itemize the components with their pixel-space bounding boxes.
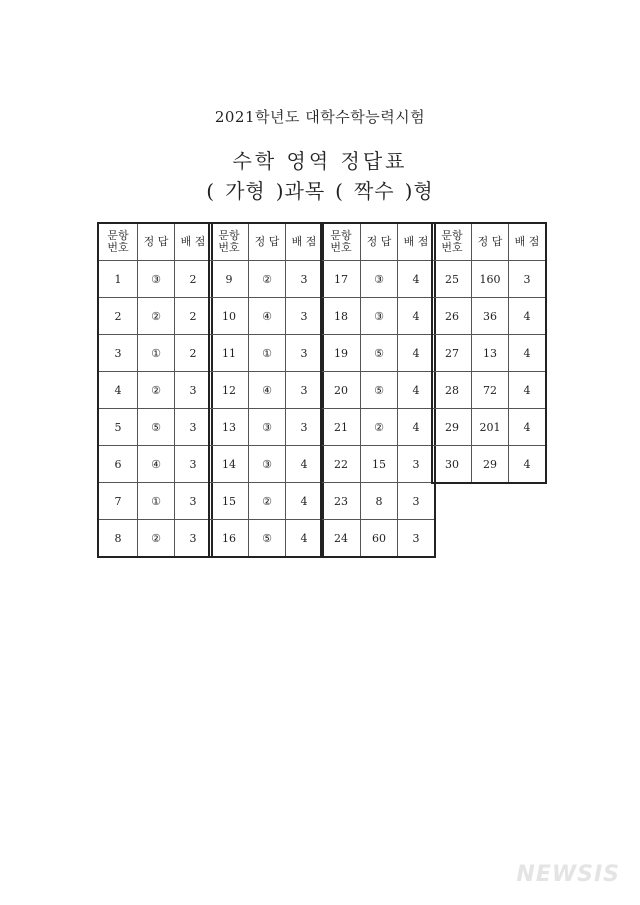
table-row <box>209 372 323 409</box>
score-header: 배 점 <box>175 223 213 261</box>
score-cell: 3 <box>398 483 436 520</box>
table-row <box>432 446 546 484</box>
question-number: 19 <box>321 335 361 372</box>
question-number: 7 <box>98 483 138 520</box>
score-header: 배 점 <box>286 223 324 261</box>
table-row <box>321 446 435 483</box>
score-cell: 4 <box>509 298 547 335</box>
table-row <box>98 409 212 446</box>
question-number: 30 <box>432 446 472 484</box>
number-header <box>321 223 361 261</box>
answer-cell: ③ <box>361 261 398 298</box>
answer-cell: ⑤ <box>249 520 286 558</box>
answer-cell: ② <box>138 298 175 335</box>
paren-open-1: ( <box>206 179 216 203</box>
score-cell: 4 <box>286 483 324 520</box>
number-header-bottom: 번호 <box>107 241 129 254</box>
score-cell: 2 <box>175 335 213 372</box>
score-cell: 3 <box>175 372 213 409</box>
score-cell: 3 <box>398 520 436 558</box>
score-cell: 4 <box>398 335 436 372</box>
header-row <box>209 223 323 261</box>
question-number: 21 <box>321 409 361 446</box>
header-row <box>432 223 546 261</box>
table-row <box>209 483 323 520</box>
question-number: 29 <box>432 409 472 446</box>
paren-open-2: ( <box>335 179 344 203</box>
score-cell: 4 <box>509 446 547 484</box>
answer-cell: 72 <box>472 372 509 409</box>
question-number: 3 <box>98 335 138 372</box>
answer-cell: ④ <box>249 298 286 335</box>
answer-cell: 201 <box>472 409 509 446</box>
score-header: 배 점 <box>398 223 436 261</box>
question-number: 13 <box>209 409 249 446</box>
score-cell: 2 <box>175 261 213 298</box>
answer-block-2 <box>208 222 324 558</box>
exam-title: 2021학년도 대학수학능력시험 <box>214 108 426 126</box>
question-number: 17 <box>321 261 361 298</box>
table-row <box>98 261 212 298</box>
score-cell: 3 <box>286 261 324 298</box>
question-number: 4 <box>98 372 138 409</box>
answer-cell: ② <box>138 372 175 409</box>
table-row <box>98 335 212 372</box>
answer-cell: 8 <box>361 483 398 520</box>
question-number: 20 <box>321 372 361 409</box>
answer-header: 정 답 <box>361 223 398 261</box>
answer-cell: ③ <box>138 261 175 298</box>
table-row <box>321 372 435 409</box>
answer-cell: 36 <box>472 298 509 335</box>
answer-cell: 60 <box>361 520 398 558</box>
answer-cell: 15 <box>361 446 398 483</box>
question-number: 8 <box>98 520 138 558</box>
score-cell: 4 <box>509 335 547 372</box>
score-cell: 4 <box>509 372 547 409</box>
score-cell: 3 <box>175 409 213 446</box>
number-header <box>209 223 249 261</box>
question-number: 5 <box>98 409 138 446</box>
score-cell: 2 <box>175 298 213 335</box>
table-row <box>98 372 212 409</box>
header-row <box>98 223 212 261</box>
parity-label: )형 <box>404 179 434 203</box>
score-cell: 4 <box>286 520 324 558</box>
answer-cell: ① <box>138 335 175 372</box>
question-number: 28 <box>432 372 472 409</box>
newsis-logo: NEWSIS <box>516 862 620 887</box>
answer-cell: ① <box>249 335 286 372</box>
table-row <box>321 409 435 446</box>
number-header-top: 문항 <box>107 229 129 242</box>
table-row <box>432 335 546 372</box>
question-number: 24 <box>321 520 361 558</box>
score-cell: 3 <box>175 483 213 520</box>
table-row <box>209 335 323 372</box>
question-number: 18 <box>321 298 361 335</box>
table-row <box>432 298 546 335</box>
question-number: 16 <box>209 520 249 558</box>
score-cell: 4 <box>509 409 547 446</box>
table-row <box>209 261 323 298</box>
subject-type-line <box>0 175 640 204</box>
number-header-top: 문항 <box>441 229 463 242</box>
question-number: 25 <box>432 261 472 298</box>
question-number: 11 <box>209 335 249 372</box>
answer-cell: ⑤ <box>138 409 175 446</box>
answer-cell: ③ <box>249 446 286 483</box>
question-number: 9 <box>209 261 249 298</box>
table-row <box>321 483 435 520</box>
question-number: 14 <box>209 446 249 483</box>
score-cell: 4 <box>398 372 436 409</box>
answer-sheet-title: 수학 영역 정답표 <box>232 149 408 173</box>
table-row <box>321 520 435 558</box>
question-number: 15 <box>209 483 249 520</box>
score-cell: 3 <box>286 335 324 372</box>
question-number: 23 <box>321 483 361 520</box>
answer-cell: ⑤ <box>361 335 398 372</box>
number-header-bottom: 번호 <box>441 241 463 254</box>
question-number: 12 <box>209 372 249 409</box>
table-row <box>98 446 212 483</box>
answer-header: 정 답 <box>138 223 175 261</box>
number-header-bottom: 번호 <box>330 241 352 254</box>
score-cell: 3 <box>175 446 213 483</box>
question-number: 27 <box>432 335 472 372</box>
question-number: 2 <box>98 298 138 335</box>
table-row <box>432 409 546 446</box>
table-row <box>432 261 546 298</box>
number-header-bottom: 번호 <box>218 241 240 254</box>
answer-header: 정 답 <box>472 223 509 261</box>
table-row <box>209 446 323 483</box>
answer-header: 정 답 <box>249 223 286 261</box>
score-cell: 4 <box>398 298 436 335</box>
subject-type: 가형 <box>225 179 266 203</box>
number-header <box>98 223 138 261</box>
answer-cell: 29 <box>472 446 509 484</box>
score-cell: 4 <box>398 409 436 446</box>
question-number: 22 <box>321 446 361 483</box>
answer-cell: ② <box>249 483 286 520</box>
question-number: 26 <box>432 298 472 335</box>
answer-cell: ② <box>361 409 398 446</box>
number-header-top: 문항 <box>218 229 240 242</box>
parity-type: 짝수 <box>353 179 395 203</box>
header-row <box>321 223 435 261</box>
table-row <box>98 483 212 520</box>
score-cell: 3 <box>286 409 324 446</box>
score-cell: 3 <box>286 298 324 335</box>
answer-cell: ③ <box>361 298 398 335</box>
table-row <box>209 298 323 335</box>
question-number: 1 <box>98 261 138 298</box>
table-row <box>209 520 323 558</box>
number-header-top: 문항 <box>330 229 352 242</box>
answer-cell: ④ <box>138 446 175 483</box>
answer-cell: ① <box>138 483 175 520</box>
table-row <box>321 335 435 372</box>
table-row <box>209 409 323 446</box>
answer-cell: 160 <box>472 261 509 298</box>
score-cell: 3 <box>509 261 547 298</box>
score-cell: 3 <box>286 372 324 409</box>
answer-block-3 <box>320 222 436 558</box>
answer-cell: ② <box>249 261 286 298</box>
score-cell: 3 <box>398 446 436 483</box>
subject-label: )과목 <box>275 179 326 203</box>
question-number: 10 <box>209 298 249 335</box>
answer-cell: ④ <box>249 372 286 409</box>
answer-block-1 <box>97 222 213 558</box>
answer-cell: 13 <box>472 335 509 372</box>
answer-cell: ③ <box>249 409 286 446</box>
score-cell: 3 <box>175 520 213 558</box>
score-cell: 4 <box>286 446 324 483</box>
answer-cell: ⑤ <box>361 372 398 409</box>
answer-cell: ② <box>138 520 175 558</box>
question-number: 6 <box>98 446 138 483</box>
table-row <box>432 372 546 409</box>
score-header: 배 점 <box>509 223 547 261</box>
score-cell: 4 <box>398 261 436 298</box>
answer-block-4 <box>431 222 547 484</box>
table-row <box>321 298 435 335</box>
table-row <box>98 298 212 335</box>
table-row <box>321 261 435 298</box>
table-row <box>98 520 212 558</box>
number-header <box>432 223 472 261</box>
